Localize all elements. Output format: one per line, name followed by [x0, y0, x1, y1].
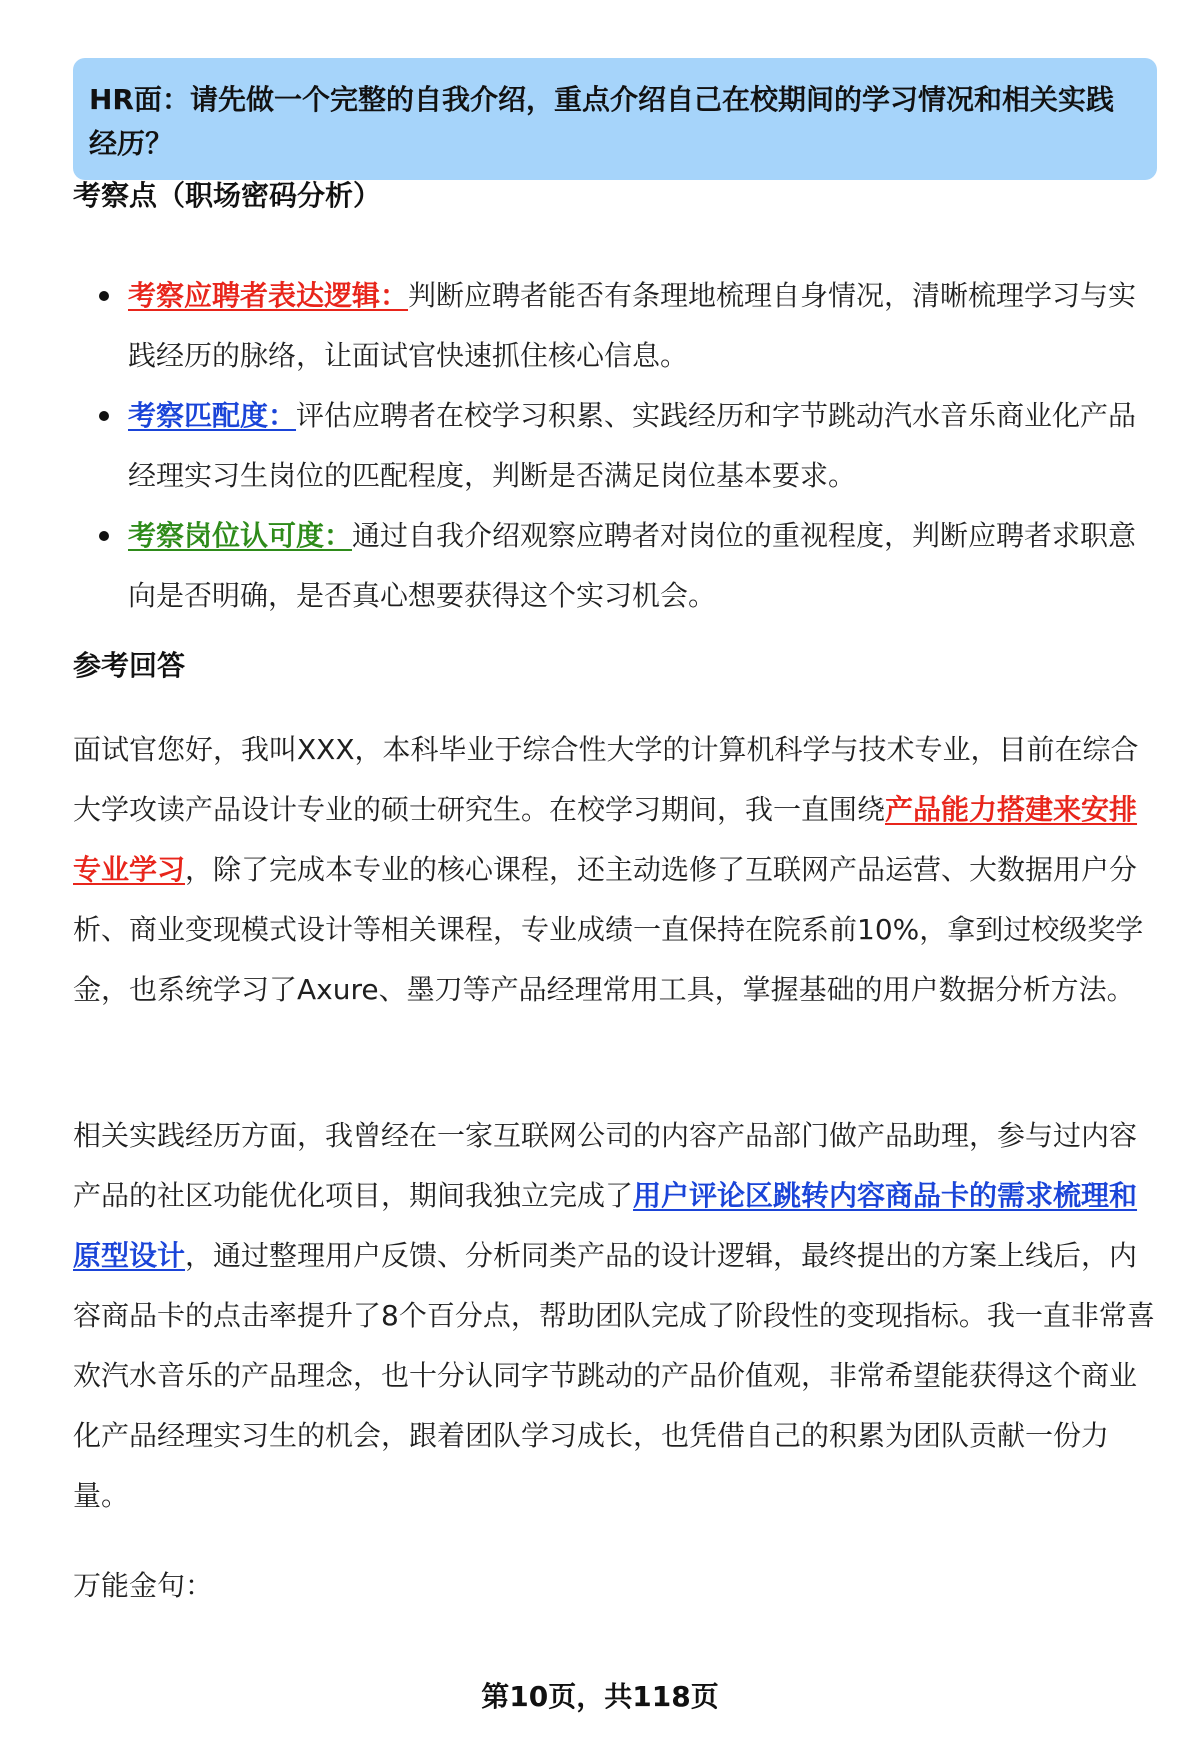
answer-text: 面试官您好，我叫XXX，本科毕业于综合性大学的计算机科学与技术专业，目前在综合大学攻读产品设计专业的硕士研究生。在校学习期间，我一直围绕: [73, 733, 1139, 826]
point-item-logic: [73, 266, 1157, 386]
section-title-points: 考察点（职场密码分析）: [73, 179, 382, 212]
point-item-recognition: [73, 506, 1157, 626]
answer-paragraph-1: [73, 720, 1157, 1020]
point-keyword: 考察岗位认可度：: [128, 519, 353, 552]
bullet-icon: [99, 291, 109, 301]
point-text: 通过自我介绍观察应聘者对岗位的重视程度，判断应聘者求职意向是否明确，是否真心想要获得这个实习机会。: [128, 519, 1137, 612]
point-keyword: 考察应聘者表达逻辑：: [128, 279, 409, 312]
bullet-icon: [99, 531, 109, 541]
bullet-icon: [99, 411, 109, 421]
points-list: [73, 266, 1157, 626]
section-title-answer: 参考回答: [73, 649, 186, 682]
answer-text: 相关实践经历方面，我曾经在一家互联网公司的内容产品部门做产品助理，参与过内容产品的社区功能优化项目，期间我独立完成了: [73, 1119, 1138, 1212]
question-text: HR面：请先做一个完整的自我介绍，重点介绍自己在校期间的学习情况和相关实践经历？: [89, 83, 1114, 160]
point-text: 评估应聘者在校学习积累、实践经历和字节跳动汽水音乐商业化产品经理实习生岗位的匹配程度，判断是否满足岗位基本要求。: [128, 399, 1137, 492]
answer-text: ，通过整理用户反馈、分析同类产品的设计逻辑，最终提出的方案上线后，内容商品卡的点击率提升了8个百分点，帮助团队完成了阶段性的变现指标。我一直非常喜欢汽水音乐的产品理念，也十分认同字节跳动的产品价值观，非常希望能获得这个商业化产品经理实习生的机会，跟着团队学习成长，也凭借自己的积累为团队贡献一份力量。: [73, 1239, 1155, 1512]
question-box: [73, 58, 1157, 180]
page-number: 第10页，共118页: [481, 1680, 719, 1713]
answer-highlight: 产品能力搭建来安排专业学习: [73, 793, 1138, 886]
point-keyword: 考察匹配度：: [128, 399, 297, 432]
point-text: 判断应聘者能否有条理地梳理自身情况，清晰梳理学习与实践经历的脉络，让面试官快速抓住核心信息。: [128, 279, 1137, 372]
answer-paragraph-2: [73, 1106, 1157, 1526]
answer-highlight: 用户评论区跳转内容商品卡的需求梳理和原型设计: [73, 1179, 1138, 1272]
point-item-match: [73, 386, 1157, 506]
answer-text: ，除了完成本专业的核心课程，还主动选修了互联网产品运营、大数据用户分析、商业变现模式设计等相关课程，专业成绩一直保持在院系前10%，拿到过校级奖学金，也系统学习了Axure、墨刀等产品经理常用工具，掌握基础的用户数据分析方法。: [73, 853, 1144, 1006]
golden-sentence-label: 万能金句：: [73, 1569, 214, 1602]
